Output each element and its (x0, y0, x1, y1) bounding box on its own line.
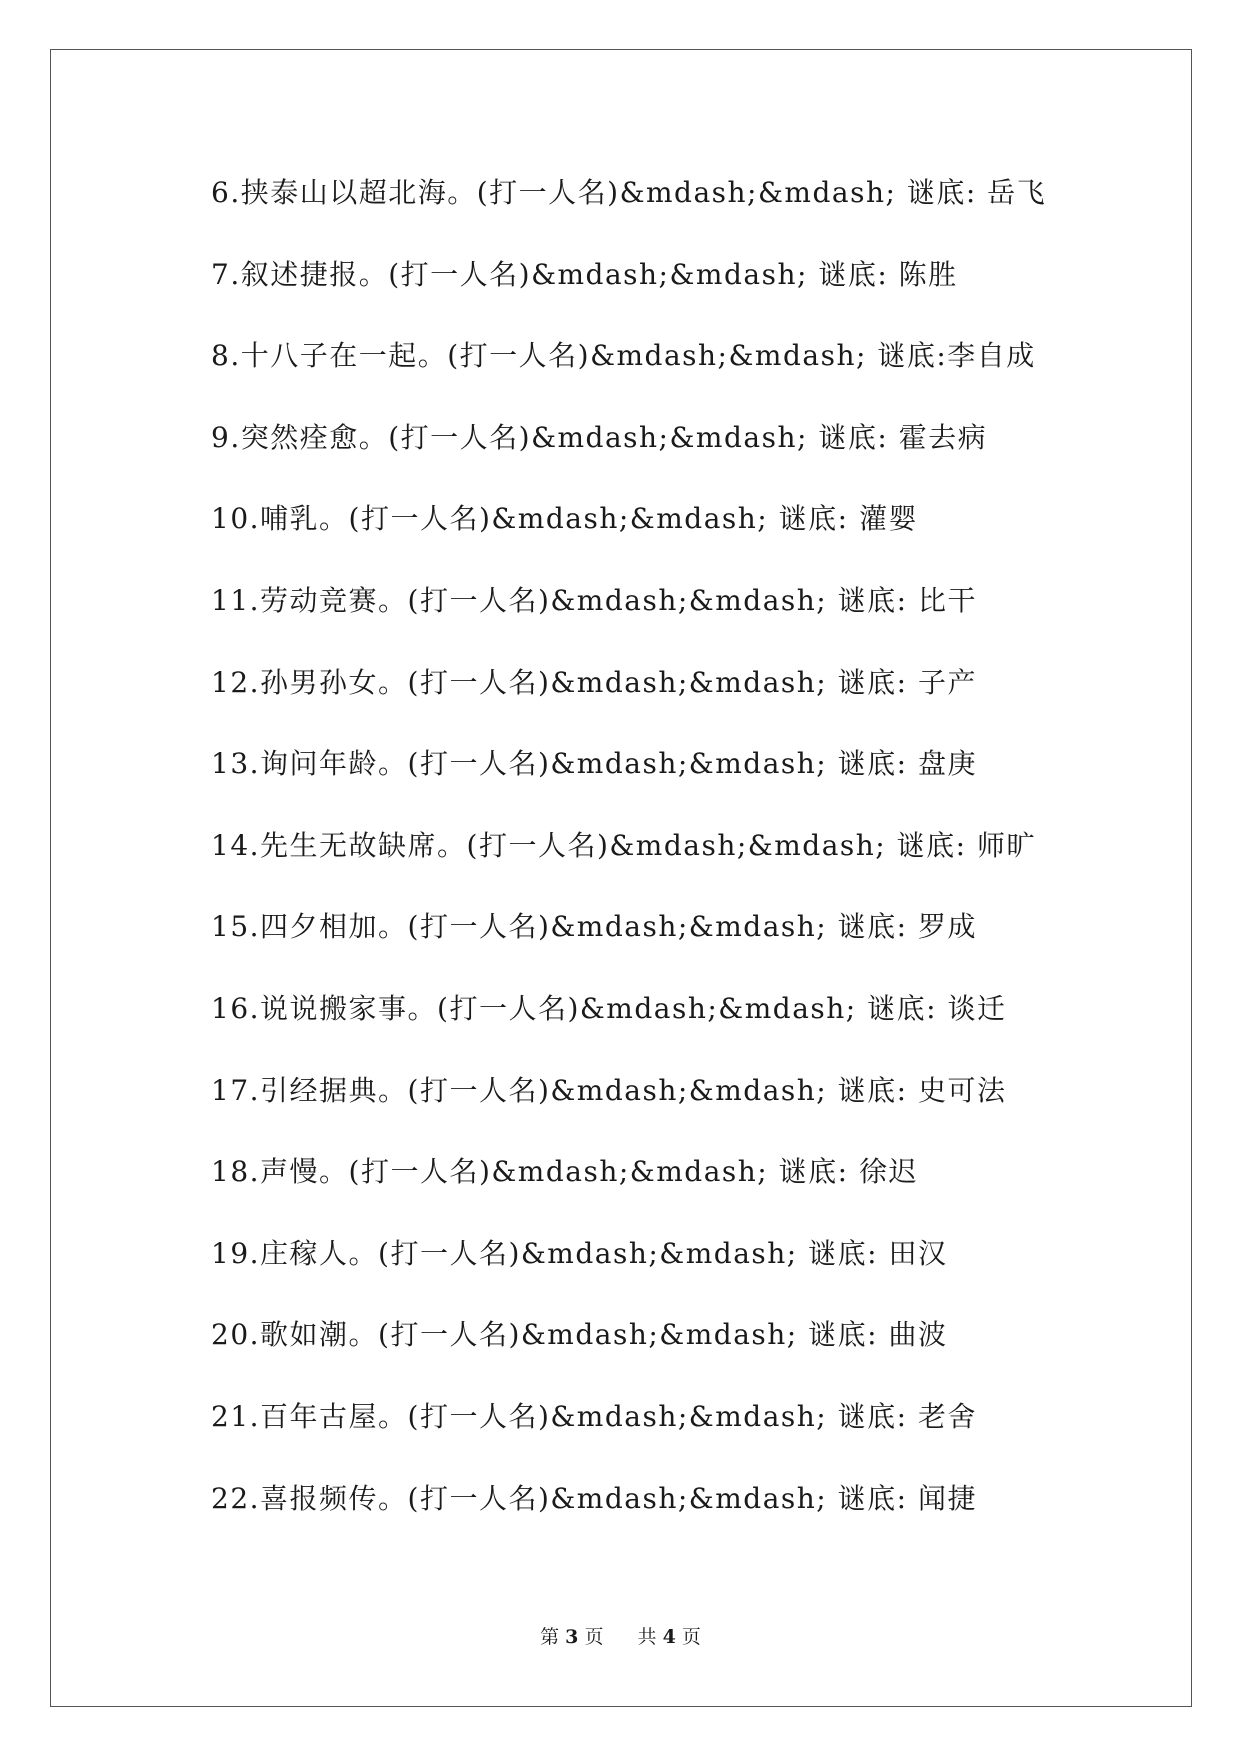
riddle-item: 16.说说搬家事。(打一人名)&mdash;&mdash; 谜底: 谈迁 (211, 991, 1007, 1025)
page-footer (0, 1622, 1241, 1649)
riddle-list (211, 166, 1111, 1553)
footer-page-suffix: 页 (584, 1626, 604, 1648)
riddle-item: 10.哺乳。(打一人名)&mdash;&mdash; 谜底: 灌婴 (211, 502, 918, 536)
riddle-item: 8.十八子在一起。(打一人名)&mdash;&mdash; 谜底:李自成 (211, 339, 1036, 373)
riddle-item: 15.四夕相加。(打一人名)&mdash;&mdash; 谜底: 罗成 (211, 910, 977, 944)
riddle-item: 9.突然痊愈。(打一人名)&mdash;&mdash; 谜底: 霍去病 (211, 420, 988, 454)
riddle-item: 6.挟泰山以超北海。(打一人名)&mdash;&mdash; 谜底: 岳飞 (211, 176, 1047, 209)
riddle-item: 7.叙述捷报。(打一人名)&mdash;&mdash; 谜底: 陈胜 (211, 257, 958, 291)
riddle-item: 19.庄稼人。(打一人名)&mdash;&mdash; 谜底: 田汉 (211, 1236, 948, 1270)
riddle-item: 13.询问年龄。(打一人名)&mdash;&mdash; 谜底: 盘庚 (211, 747, 977, 781)
riddle-item: 17.引经据典。(打一人名)&mdash;&mdash; 谜底: 史可法 (211, 1073, 1007, 1107)
total-pages-number: 4 (662, 1626, 676, 1648)
riddle-item: 21.百年古屋。(打一人名)&mdash;&mdash; 谜底: 老舍 (211, 1399, 977, 1433)
riddle-item: 18.声慢。(打一人名)&mdash;&mdash; 谜底: 徐迟 (211, 1155, 918, 1189)
riddle-item: 20.歌如潮。(打一人名)&mdash;&mdash; 谜底: 曲波 (211, 1318, 948, 1352)
footer-total-suffix: 页 (681, 1626, 701, 1648)
current-page-number: 3 (565, 1626, 579, 1648)
riddle-item: 22.喜报频传。(打一人名)&mdash;&mdash; 谜底: 闻捷 (211, 1481, 977, 1515)
footer-prefix: 第 (540, 1626, 560, 1648)
footer-total-prefix: 共 (637, 1626, 657, 1648)
riddle-item: 12.孙男孙女。(打一人名)&mdash;&mdash; 谜底: 子产 (211, 665, 977, 699)
riddle-item: 11.劳动竞赛。(打一人名)&mdash;&mdash; 谜底: 比干 (211, 583, 977, 617)
riddle-item: 14.先生无故缺席。(打一人名)&mdash;&mdash; 谜底: 师旷 (211, 828, 1036, 862)
